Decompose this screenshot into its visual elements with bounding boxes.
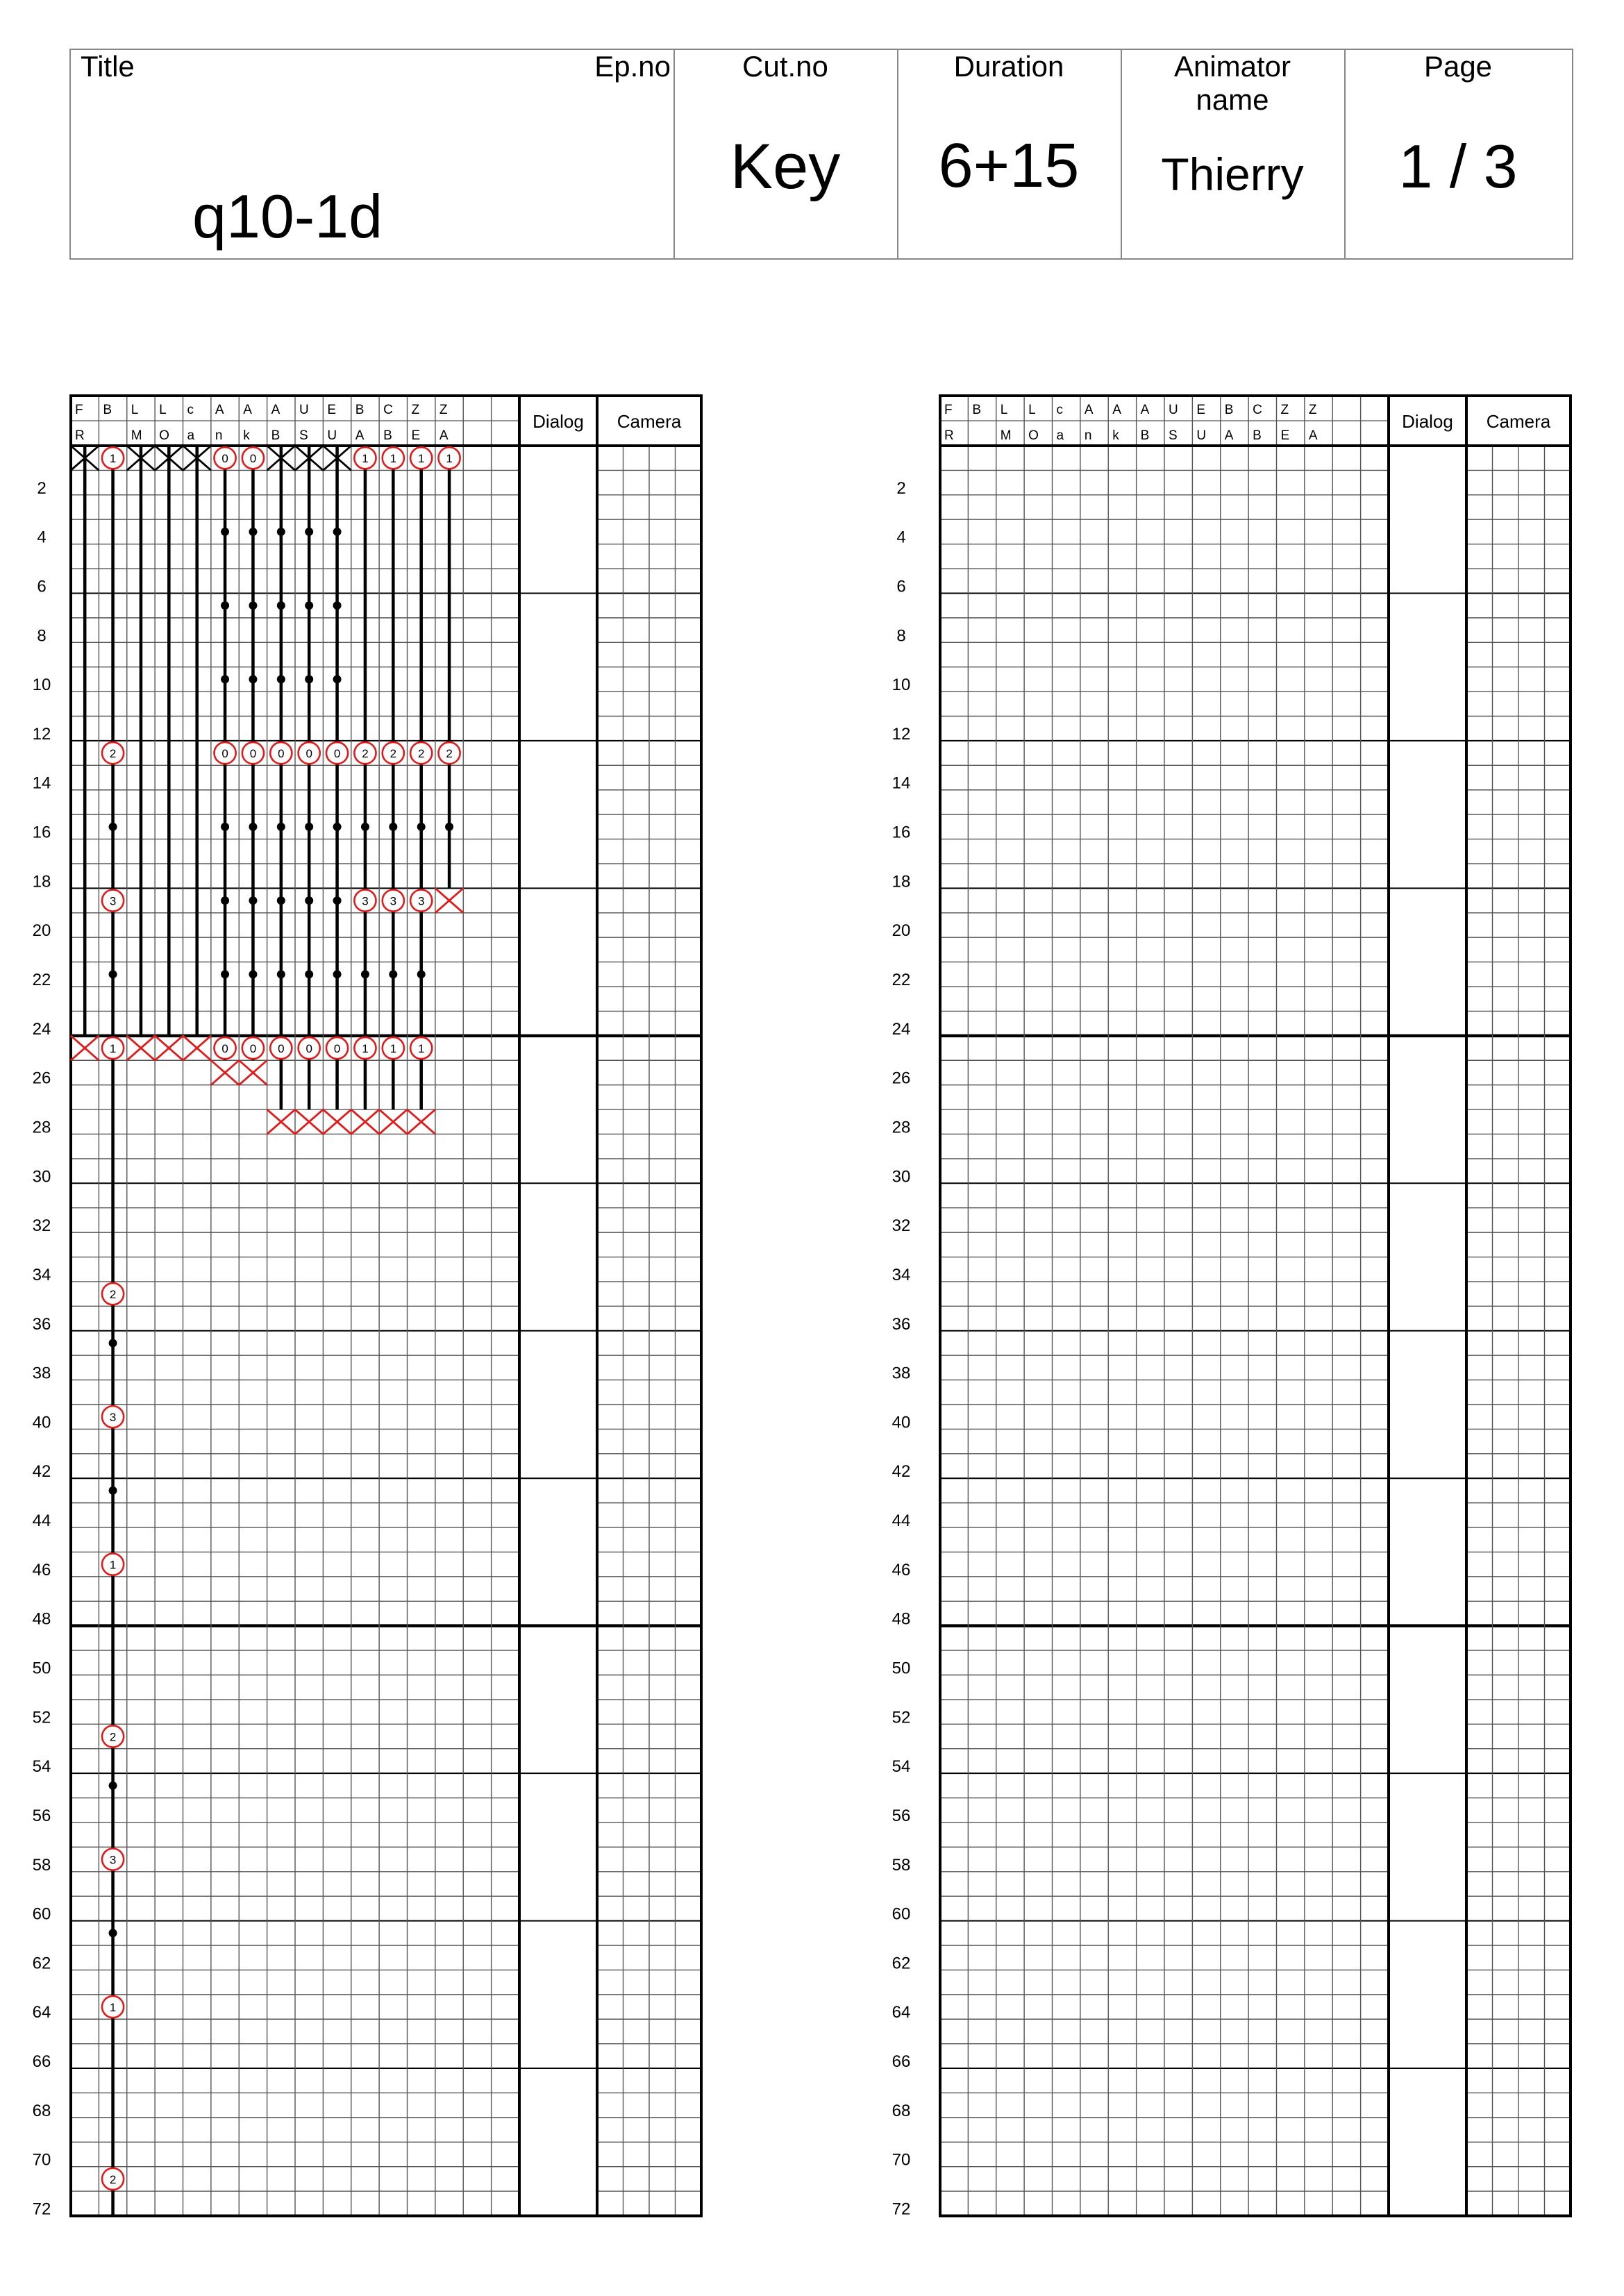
inbetween-dot [277, 528, 285, 536]
camera-column-label: Camera [617, 411, 682, 432]
column-header-top: E [327, 403, 337, 417]
key-drawing-number: 3 [362, 894, 369, 908]
inbetween-dot [333, 896, 342, 905]
title-value: q10-1d [192, 182, 383, 251]
frame-number: 16 [891, 823, 911, 842]
key-drawing-number: 0 [249, 1042, 257, 1056]
column-header-bottom: S [299, 428, 308, 443]
inbetween-dot [221, 823, 229, 831]
key-drawing-number: 1 [417, 452, 425, 466]
key-drawing-number: 2 [362, 747, 369, 761]
key-drawing-number: 2 [417, 747, 425, 761]
frame-number: 60 [32, 1904, 51, 1924]
key-drawing-number: 0 [333, 747, 341, 761]
animator-label: Animator name [1173, 50, 1291, 116]
inbetween-dot [445, 823, 453, 831]
frame-number: 56 [32, 1806, 51, 1825]
column-header-bottom: U [1196, 428, 1207, 443]
column-header-bottom: E [1280, 428, 1290, 443]
frame-number: 46 [32, 1560, 51, 1579]
column-header-bottom: B [271, 428, 281, 443]
column-header-bottom: M [1000, 428, 1012, 443]
column-header-bottom: k [1112, 428, 1119, 443]
frame-number: 56 [891, 1806, 911, 1825]
frame-number: 26 [891, 1069, 911, 1088]
key-drawing-number: 1 [109, 452, 117, 466]
frame-number: 30 [891, 1167, 911, 1187]
frame-number: 2 [37, 478, 47, 498]
column-header-bottom: R [75, 428, 85, 443]
inbetween-dot [221, 601, 229, 610]
frame-number: 12 [32, 724, 51, 744]
frame-number: 32 [891, 1216, 911, 1236]
frame-number: 20 [32, 921, 51, 941]
inbetween-dot [389, 970, 397, 978]
inbetween-dot [305, 896, 313, 905]
page-label: Page [1423, 50, 1493, 83]
column-header-top: F [75, 403, 83, 417]
page-value: 1 / 3 [1398, 132, 1518, 201]
column-header-top: U [1169, 403, 1178, 417]
frame-number: 24 [32, 1019, 51, 1039]
key-drawing-number: 1 [109, 2001, 117, 2015]
frame-number: 28 [32, 1118, 51, 1137]
frame-number: 64 [32, 2003, 51, 2022]
column-header-top: A [271, 403, 281, 417]
inbetween-dot [333, 528, 342, 536]
frame-number: 28 [891, 1118, 911, 1137]
key-drawing-number: 3 [109, 1853, 117, 1867]
frame-number: 36 [891, 1314, 911, 1334]
frame-number: 68 [32, 2101, 51, 2120]
inbetween-dot [249, 601, 257, 610]
column-header-top: Z [439, 403, 448, 417]
frame-number: 8 [896, 626, 906, 646]
inbetween-dot [417, 970, 426, 978]
key-drawing-number: 2 [109, 1288, 117, 1302]
key-drawing-number: 0 [305, 1042, 312, 1056]
column-header-bottom: E [411, 428, 421, 443]
inbetween-dot [249, 823, 257, 831]
frame-number: 12 [891, 724, 911, 744]
column-header-top: Z [1308, 403, 1317, 417]
column-header-top: F [944, 403, 953, 417]
frame-number: 10 [891, 676, 911, 695]
key-drawing-number: 1 [390, 452, 397, 466]
inbetween-dot [277, 823, 285, 831]
inbetween-dot [305, 675, 313, 683]
frame-number: 70 [32, 2150, 51, 2170]
frame-number: 48 [891, 1609, 911, 1629]
key-drawing-number: 3 [109, 894, 117, 908]
inbetween-dot [109, 1339, 117, 1347]
duration-label: Duration [953, 50, 1064, 83]
inbetween-dot [249, 528, 257, 536]
key-drawing-number: 3 [390, 894, 397, 908]
column-header-bottom: O [159, 428, 169, 443]
frame-number: 70 [891, 2150, 911, 2170]
inbetween-dot [221, 675, 229, 683]
frame-number: 8 [37, 626, 47, 646]
frame-number: 40 [891, 1413, 911, 1432]
key-drawing-number: 0 [221, 452, 228, 466]
camera-column-label: Camera [1486, 411, 1551, 432]
frame-number: 16 [32, 823, 51, 842]
frame-number: 34 [32, 1265, 51, 1284]
column-header-bottom: S [1169, 428, 1178, 443]
inbetween-dot [249, 970, 257, 978]
frame-number: 48 [32, 1609, 51, 1629]
column-header-bottom: U [327, 428, 337, 443]
inbetween-dot [361, 970, 369, 978]
key-drawing-number: 0 [221, 747, 228, 761]
frame-number: 68 [891, 2101, 911, 2120]
key-drawing-number: 0 [305, 747, 312, 761]
column-header-top: U [299, 403, 309, 417]
epno-label: Ep.no [594, 50, 671, 83]
frame-number: 72 [32, 2199, 51, 2219]
key-drawing-number: 2 [390, 747, 397, 761]
inbetween-dot [221, 970, 229, 978]
column-header-bottom: B [383, 428, 392, 443]
column-header-bottom: M [131, 428, 142, 443]
inbetween-dot [221, 528, 229, 536]
dialog-column-label: Dialog [1402, 411, 1453, 432]
key-drawing-number: 3 [417, 894, 425, 908]
column-header-bottom: a [187, 428, 195, 443]
frame-number: 54 [32, 1757, 51, 1777]
column-header-bottom: B [1253, 428, 1262, 443]
cutno-value: Key [730, 131, 841, 202]
frame-number: 32 [32, 1216, 51, 1236]
inbetween-dot [333, 675, 342, 683]
frame-number: 50 [32, 1659, 51, 1678]
frame-number: 14 [32, 773, 51, 793]
column-header-bottom: k [243, 428, 250, 443]
column-header-top: E [1196, 403, 1206, 417]
inbetween-dot [333, 823, 342, 831]
inbetween-dot [305, 528, 313, 536]
key-drawing-number: 0 [278, 747, 285, 761]
column-header-top: A [1112, 403, 1121, 417]
inbetween-dot [277, 896, 285, 905]
frame-number: 26 [32, 1069, 51, 1088]
frame-number: 62 [32, 1954, 51, 1973]
exposure-grid-right [892, 396, 1571, 2219]
inbetween-dot [277, 675, 285, 683]
key-drawing-number: 2 [446, 747, 453, 761]
frame-number: 22 [32, 971, 51, 990]
key-drawing-number: 1 [362, 452, 369, 466]
column-header-bottom: O [1028, 428, 1039, 443]
key-drawing-number: 0 [333, 1042, 341, 1056]
column-header-bottom: n [215, 428, 223, 443]
inbetween-dot [221, 896, 229, 905]
inbetween-dot [389, 823, 397, 831]
frame-number: 18 [32, 872, 51, 891]
frame-number: 6 [37, 577, 47, 596]
frame-number: 52 [32, 1708, 51, 1727]
column-header-bottom: B [1140, 428, 1150, 443]
frame-number: 72 [891, 2199, 911, 2219]
key-drawing-number: 1 [109, 1042, 117, 1056]
frame-number: 58 [32, 1855, 51, 1875]
frame-number: 46 [891, 1560, 911, 1579]
column-header-top: A [1084, 403, 1094, 417]
frame-number: 60 [891, 1904, 911, 1924]
key-drawing-number: 1 [390, 1042, 397, 1056]
frame-number: 38 [891, 1364, 911, 1383]
column-header-top: B [355, 403, 365, 417]
column-header-top: Z [1280, 403, 1289, 417]
key-drawing-number: 2 [109, 2172, 117, 2186]
inbetween-dot [333, 970, 342, 978]
key-drawing-number: 3 [109, 1411, 117, 1425]
column-header-top: A [1140, 403, 1150, 417]
frame-number: 52 [891, 1708, 911, 1727]
cutno-label: Cut.no [742, 50, 828, 83]
key-drawing-number: 1 [362, 1042, 369, 1056]
key-drawing-number: 0 [278, 1042, 285, 1056]
column-header-top: Z [411, 403, 420, 417]
dialog-column-label: Dialog [533, 411, 584, 432]
key-drawing-number: 1 [417, 1042, 425, 1056]
key-drawing-number: 0 [221, 1042, 228, 1056]
frame-number: 30 [32, 1167, 51, 1187]
key-drawing-number: 2 [109, 747, 117, 761]
frame-number: 24 [891, 1019, 911, 1039]
exposure-grid-left [33, 396, 701, 2219]
frame-number: 50 [891, 1659, 911, 1678]
frame-number: 2 [896, 478, 906, 498]
frame-number: 62 [891, 1954, 911, 1973]
frame-number: 36 [32, 1314, 51, 1334]
column-header-top: C [1253, 403, 1262, 417]
frame-number: 38 [32, 1364, 51, 1383]
column-header-bottom: A [1224, 428, 1234, 443]
inbetween-dot [109, 1929, 117, 1937]
column-header-bottom: A [1308, 428, 1318, 443]
frame-number: 66 [32, 2052, 51, 2072]
inbetween-dot [249, 896, 257, 905]
inbetween-dot [305, 601, 313, 610]
column-header-bottom: n [1084, 428, 1092, 443]
frame-number: 40 [32, 1413, 51, 1432]
inbetween-dot [305, 970, 313, 978]
frame-number: 66 [891, 2052, 911, 2072]
column-header-top: A [243, 403, 252, 417]
column-header-top: B [1224, 403, 1234, 417]
column-header-bottom: a [1056, 428, 1064, 443]
frame-number: 22 [891, 971, 911, 990]
frame-number: 64 [891, 2003, 911, 2022]
frame-number: 10 [32, 676, 51, 695]
column-header-top: c [1056, 403, 1063, 417]
frame-number: 54 [891, 1757, 911, 1777]
inbetween-dot [277, 601, 285, 610]
frame-number: 4 [37, 528, 47, 547]
duration-value: 6+15 [938, 131, 1080, 201]
frame-number: 20 [891, 921, 911, 941]
frame-number: 14 [891, 773, 911, 793]
inbetween-dot [305, 823, 313, 831]
frame-number: 42 [32, 1462, 51, 1482]
column-header-top: A [215, 403, 224, 417]
frame-number: 4 [896, 528, 906, 547]
inbetween-dot [277, 970, 285, 978]
column-header-top: B [103, 403, 112, 417]
key-drawing-number: 0 [249, 747, 257, 761]
frame-number: 44 [891, 1511, 911, 1531]
column-header-bottom: R [944, 428, 954, 443]
frame-number: 34 [891, 1265, 911, 1284]
inbetween-dot [109, 970, 117, 978]
inbetween-dot [333, 601, 342, 610]
frame-number: 58 [891, 1855, 911, 1875]
frame-number: 44 [32, 1511, 51, 1531]
column-header-top: L [1000, 403, 1008, 417]
inbetween-dot [109, 1782, 117, 1790]
frame-number: 42 [891, 1462, 911, 1482]
inbetween-dot [249, 675, 257, 683]
key-drawing-number: 1 [109, 1558, 117, 1572]
column-header-bottom: A [355, 428, 365, 443]
column-header-top: C [383, 403, 393, 417]
column-header-top: L [159, 403, 167, 417]
column-header-top: B [972, 403, 982, 417]
column-header-bottom: A [439, 428, 449, 443]
inbetween-dot [361, 823, 369, 831]
frame-number: 6 [896, 577, 906, 596]
inbetween-dot [109, 823, 117, 831]
title-label: Title [81, 50, 135, 83]
key-drawing-number: 2 [109, 1730, 117, 1744]
key-drawing-number: 0 [249, 452, 257, 466]
animator-value: Thierry [1161, 149, 1304, 200]
column-header-top: L [131, 403, 139, 417]
inbetween-dot [109, 1486, 117, 1495]
inbetween-dot [417, 823, 426, 831]
key-drawing-number: 1 [446, 452, 453, 466]
column-header-top: L [1028, 403, 1036, 417]
frame-number: 18 [891, 872, 911, 891]
column-header-top: c [187, 403, 194, 417]
